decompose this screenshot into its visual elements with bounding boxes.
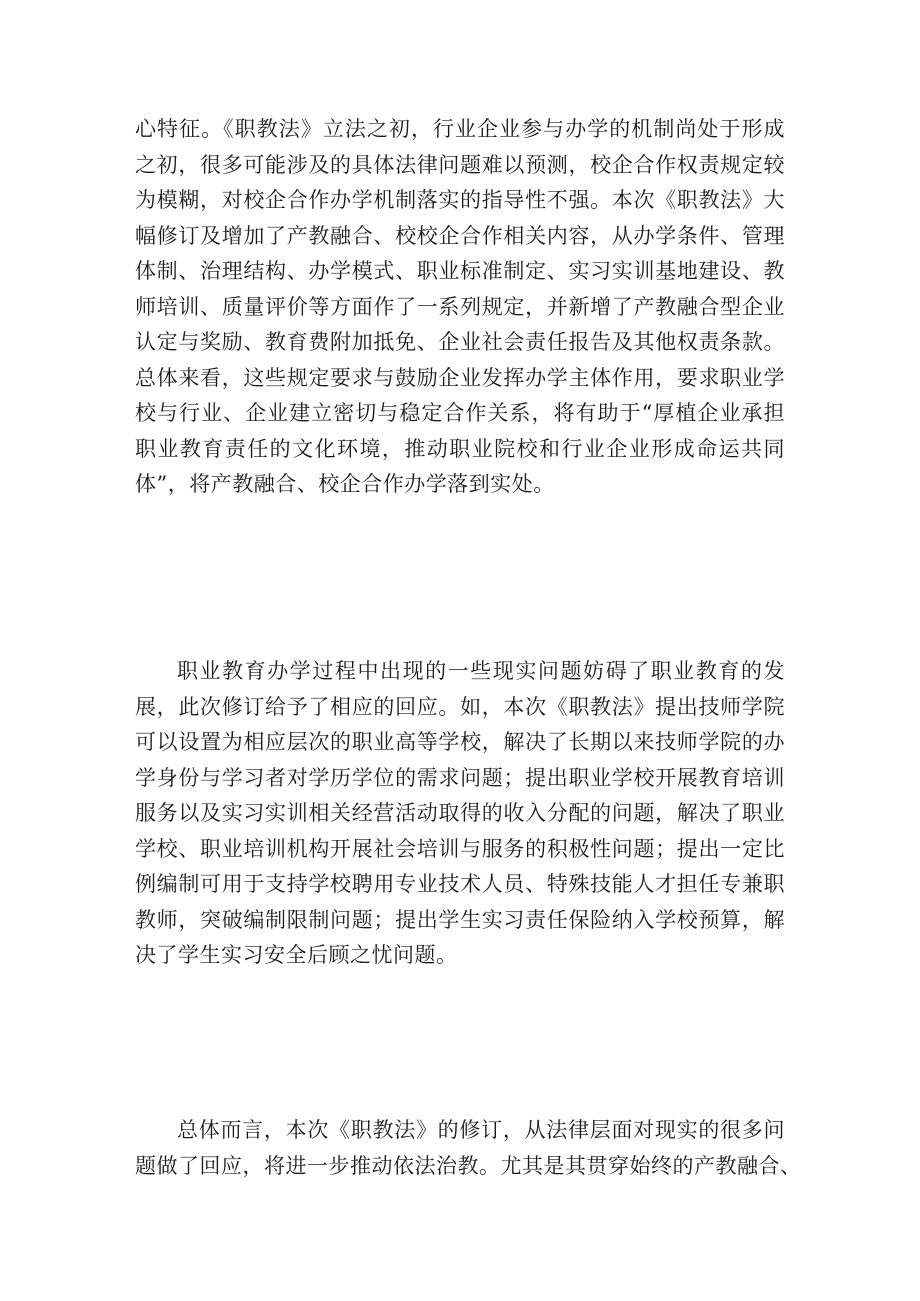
paragraph-line: 学校、职业培训机构开展社会培训与服务的积极性问题；提出一定比 xyxy=(135,836,785,861)
paragraph-line: 职业教育责任的文化环境，推动职业院校和行业企业形成命运共同 xyxy=(135,436,785,461)
paragraph-line: 为模糊，对校企合作办学机制落实的指导性不强。本次《职教法》大 xyxy=(135,188,785,212)
paragraph-line: 学身份与学习者对学历学位的需求问题；提出职业学校开展教育培训 xyxy=(135,765,785,790)
paragraph-line: 教师，突破编制限制问题；提出学生实习责任保险纳入学校预算，解 xyxy=(135,907,785,932)
paragraph-line: 总体来看，这些规定要求与鼓励企业发挥办学主体作用，要求职业学 xyxy=(135,365,785,390)
paragraph-line: 幅修订及增加了产教融合、校校企合作相关内容，从办学条件、管理 xyxy=(135,223,785,248)
paragraph-line: 之初，很多可能涉及的具体法律问题难以预测，校企合作权责规定较 xyxy=(135,152,785,177)
paragraph-line: 可以设置为相应层次的职业高等学校，解决了长期以来技师学院的办 xyxy=(135,730,785,754)
paragraph-line: 心特征。《职教法》立法之初，行业企业参与办学的机制尚处于形成 xyxy=(135,117,785,141)
paragraph-line: 体”，将产教融合、校企合作办学落到实处。 xyxy=(135,472,555,496)
paragraph-line: 决了学生实习安全后顾之忧问题。 xyxy=(135,943,458,967)
paragraph-line: 题做了回应，将进一步推动依法治教。尤其是其贯穿始终的产教融合、 xyxy=(135,1153,802,1178)
paragraph-line: 总体而言，本次《职教法》的修订，从法律层面对现实的很多问 xyxy=(177,1118,785,1142)
paragraph-line: 例编制可用于支持学校聘用专业技术人员、特殊技能人才担任专兼职 xyxy=(135,872,785,896)
paragraph-line: 服务以及实习实训相关经营活动取得的收入分配的问题，解决了职业 xyxy=(135,801,785,825)
paragraph-line: 师培训、质量评价等方面作了一系列规定，并新增了产教融合型企业 xyxy=(135,294,785,319)
paragraph-3 xyxy=(135,1113,802,1184)
paragraph-line: 认定与奖励、教育费附加抵免、企业社会责任报告及其他权责条款。 xyxy=(135,330,785,354)
paragraph-line: 校与行业、企业建立密切与稳定合作关系，将有助于“厚植企业承担 xyxy=(135,401,785,425)
paragraph-1 xyxy=(135,112,785,503)
paragraph-line: 体制、治理结构、办学模式、职业标准制定、实习实训基地建设、教 xyxy=(135,259,785,283)
paragraph-line: 展，此次修订给予了相应的回应。如，本次《职教法》提出技师学院 xyxy=(135,694,785,719)
paragraph-2 xyxy=(135,654,785,974)
paragraph-line: 职业教育办学过程中出现的一些现实问题妨碍了职业教育的发 xyxy=(177,659,785,683)
